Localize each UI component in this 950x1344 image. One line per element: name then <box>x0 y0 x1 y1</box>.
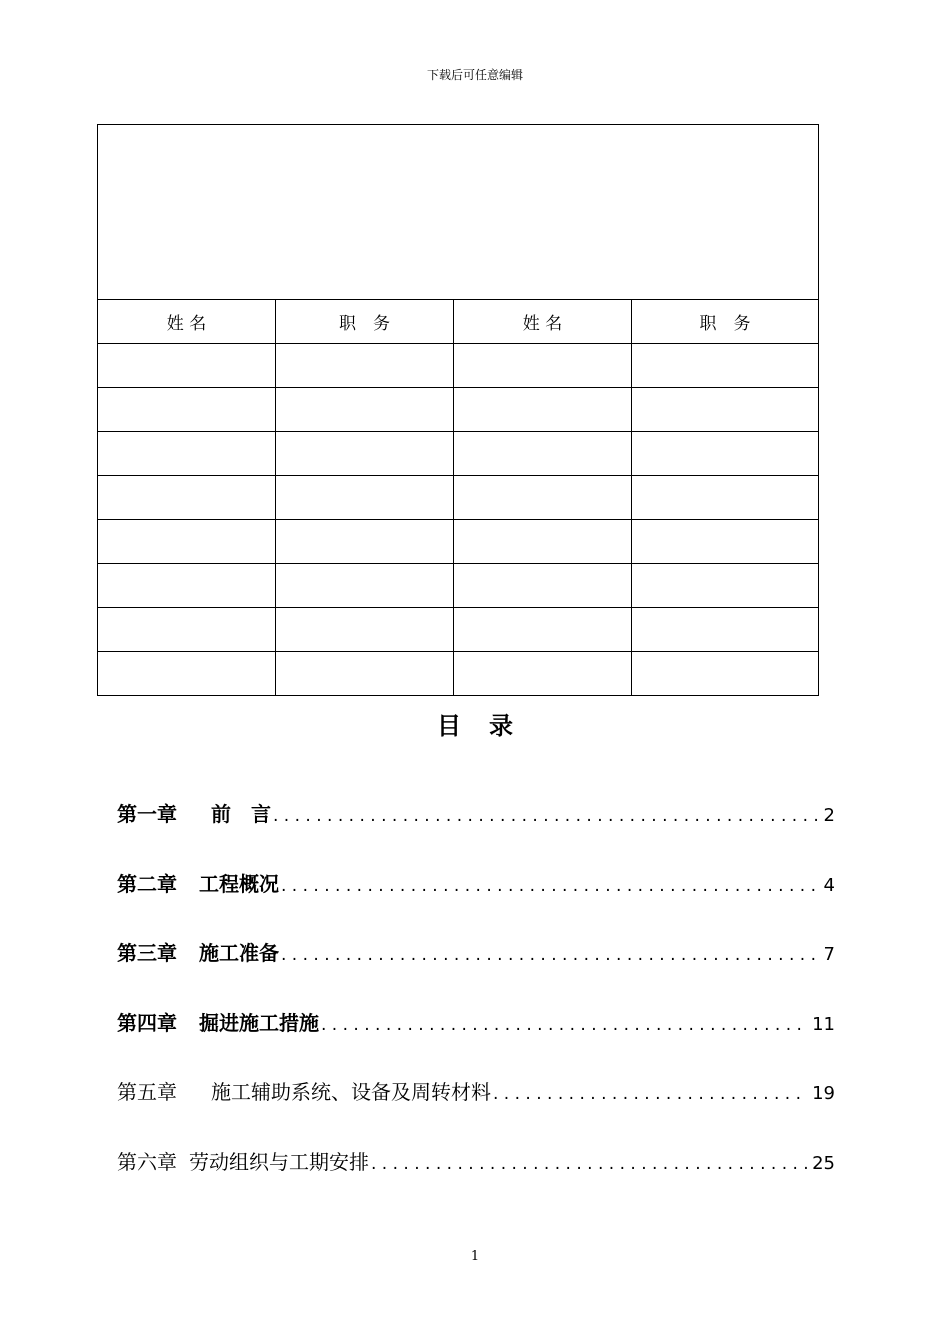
toc-chapter: 第五章 <box>117 1080 177 1104</box>
toc-leader <box>281 876 820 896</box>
toc-leader <box>281 945 820 965</box>
toc-page: 7 <box>823 944 835 965</box>
toc-entry-1[interactable] <box>117 798 835 828</box>
table-row <box>98 476 819 520</box>
toc-entry-5[interactable] <box>117 1076 835 1106</box>
toc-name: 前 言 <box>211 802 271 826</box>
toc-title: 目录 <box>437 712 541 740</box>
table-cell[interactable] <box>276 344 454 388</box>
table-row <box>98 652 819 696</box>
page-number: 1 <box>470 1249 480 1264</box>
toc-chapter: 第三章 <box>117 941 177 965</box>
toc-name: 劳动组织与工期安排 <box>189 1150 369 1174</box>
toc-page: 4 <box>823 875 835 896</box>
table-cell[interactable] <box>98 432 276 476</box>
toc-entry-3[interactable] <box>117 937 835 967</box>
signature-blank-area <box>98 125 819 300</box>
table-cell[interactable] <box>98 520 276 564</box>
table-row <box>98 608 819 652</box>
table-cell[interactable] <box>632 564 819 608</box>
toc-chapter: 第一章 <box>117 802 177 826</box>
blank-cell <box>98 125 819 300</box>
table-cell[interactable] <box>276 520 454 564</box>
header-name-1: 姓 名 <box>98 300 276 344</box>
toc-leader <box>371 1154 808 1174</box>
table-row <box>98 344 819 388</box>
table-cell[interactable] <box>98 564 276 608</box>
table-row <box>98 564 819 608</box>
header-position-1: 职 务 <box>276 300 454 344</box>
table-cell[interactable] <box>276 388 454 432</box>
table-cell[interactable] <box>632 388 819 432</box>
header-position-2: 职 务 <box>632 300 819 344</box>
table-cell[interactable] <box>632 432 819 476</box>
toc-entry-4[interactable] <box>117 1007 835 1037</box>
table-cell[interactable] <box>276 652 454 696</box>
table-cell[interactable] <box>632 608 819 652</box>
table-cell[interactable] <box>276 564 454 608</box>
table-cell[interactable] <box>276 608 454 652</box>
toc-name: 施工准备 <box>199 941 279 965</box>
table-cell[interactable] <box>454 344 632 388</box>
toc-chapter: 第二章 <box>117 872 177 896</box>
toc-entry-2[interactable] <box>117 868 835 898</box>
toc-entry-6[interactable] <box>117 1146 835 1176</box>
table-cell[interactable] <box>98 388 276 432</box>
toc-page: 19 <box>812 1083 835 1104</box>
toc-leader <box>321 1015 808 1035</box>
table-cell[interactable] <box>454 388 632 432</box>
table-row <box>98 388 819 432</box>
table-cell[interactable] <box>632 476 819 520</box>
toc-chapter: 第四章 <box>117 1011 177 1035</box>
toc-name: 掘进施工措施 <box>199 1011 319 1035</box>
toc-chapter: 第六章 <box>117 1150 177 1174</box>
toc-leader <box>273 806 820 826</box>
table-row <box>98 520 819 564</box>
header-name-2: 姓 名 <box>454 300 632 344</box>
toc-page: 2 <box>823 805 835 826</box>
toc-page: 25 <box>812 1153 835 1174</box>
table-cell[interactable] <box>98 344 276 388</box>
table-cell[interactable] <box>454 520 632 564</box>
toc-page: 11 <box>812 1014 835 1035</box>
table-cell[interactable] <box>632 520 819 564</box>
table-cell[interactable] <box>454 652 632 696</box>
table-cell[interactable] <box>98 608 276 652</box>
table-cell[interactable] <box>632 344 819 388</box>
table-cell[interactable] <box>454 476 632 520</box>
table-header-row <box>98 300 819 344</box>
table-cell[interactable] <box>98 476 276 520</box>
header-note: 下载后可任意编辑 <box>426 68 523 82</box>
toc-name: 施工辅助系统、设备及周转材料 <box>211 1080 491 1104</box>
table-cell[interactable] <box>632 652 819 696</box>
table-cell[interactable] <box>98 652 276 696</box>
toc-leader <box>493 1084 808 1104</box>
signature-table <box>97 124 819 696</box>
table-cell[interactable] <box>276 476 454 520</box>
table-cell[interactable] <box>454 432 632 476</box>
toc-name: 工程概况 <box>199 872 279 896</box>
table-row <box>98 432 819 476</box>
table-cell[interactable] <box>276 432 454 476</box>
table-cell[interactable] <box>454 564 632 608</box>
table-cell[interactable] <box>454 608 632 652</box>
